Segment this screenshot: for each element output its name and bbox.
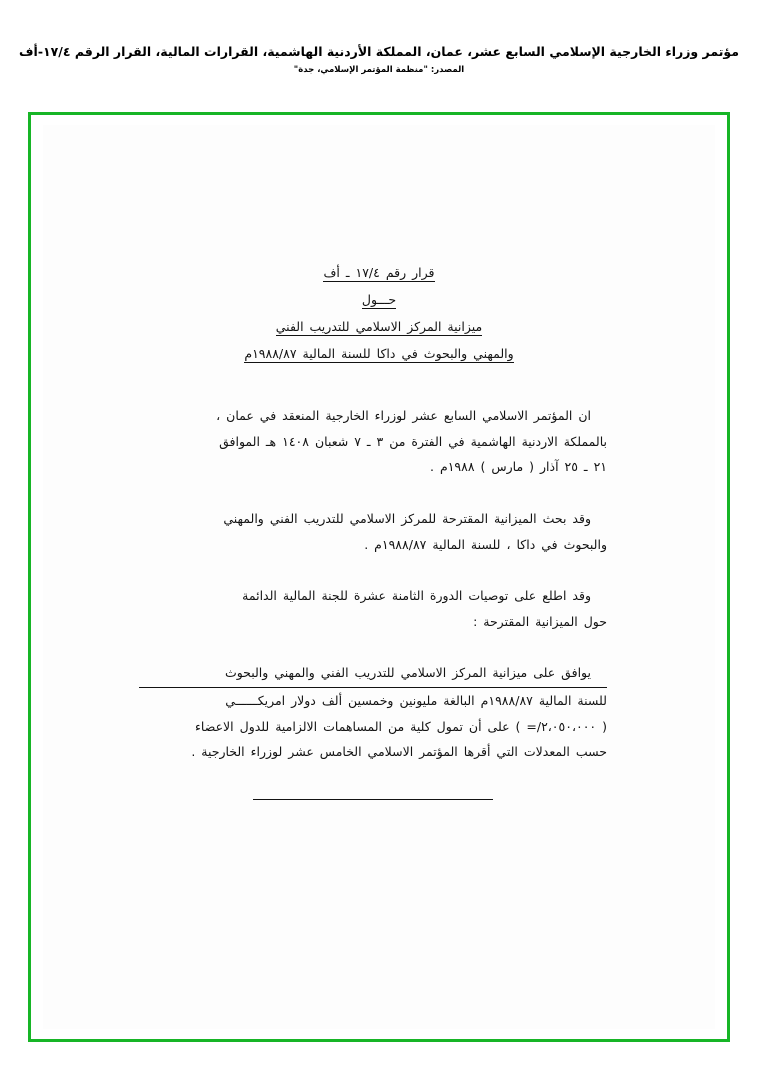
closing-rule	[253, 799, 493, 800]
resolution-subject-text-2: والمهني والبحوث في داكا للسنة المالية ١٩٨٨/٨٧م	[244, 346, 514, 361]
scanned-page-content	[43, 125, 715, 1029]
resolution-subject-text-1: ميزانية المركز الاسلامي للتدريب الفني	[275, 319, 483, 334]
paragraph-having-considered-line-2: حول الميزانية المقترحة :	[473, 613, 607, 629]
resolution-subject-line-1	[43, 319, 715, 334]
paragraph-having-examined-line-1: وقد بحث الميزانية المقترحة للمركز الاسلامي للتدريب الفني والمهني	[223, 510, 591, 526]
paragraph-having-considered-line-1: وقد اطلع على توصيات الدورة الثامنة عشرة للجنة المالية الدائمة	[242, 588, 591, 604]
resolution-subject-line-2	[43, 346, 715, 361]
paragraph-preamble-line-1: ان المؤتمر الاسلامي السابع عشر لوزراء الخارجية المنعقد في عمان ،	[216, 408, 591, 423]
paragraph-approves	[139, 660, 607, 765]
paragraph-having-considered	[139, 583, 607, 634]
header-title: مؤتمر وزراء الخارجية الإسلامي السابع عشر، عمان، المملكة الأردنية الهاشمية، القرارات المالية، القرار الرقم ١٧/٤-أف	[19, 44, 739, 59]
resolution-about	[43, 292, 715, 307]
paragraph-having-examined	[139, 506, 607, 557]
resolution-about-text: حـــول	[361, 292, 397, 307]
paragraph-approves-line-3: ( ٢،٠٥٠،٠٠٠/= ) على أن تمول كلية من المساهمات الالزامية للدول الاعضاء	[195, 718, 607, 734]
paragraph-having-examined-line-2: والبحوث في داكا ، للسنة المالية ١٩٨٨/٨٧م .	[364, 536, 607, 552]
paragraph-preamble-line-2: بالمملكة الاردنية الهاشمية في الفترة من ٣ ـ ٧ شعبان ١٤٠٨ هـ الموافق	[219, 433, 607, 449]
resolution-title-block	[43, 265, 715, 361]
header-source: المصدر: "منظمة المؤتمر الإسلامي، جدة"	[293, 65, 465, 76]
paragraph-approves-line-1: يوافق على ميزانية المركز الاسلامي للتدريب الفني والمهني والبحوث	[139, 660, 607, 688]
paragraph-approves-line-2: للسنة المالية ١٩٨٨/٨٧م البالغة مليونين وخمسين ألف دولار امريكــــــي	[225, 693, 607, 708]
resolution-number-text: قرار رقم ١٧/٤ ـ أف	[323, 265, 435, 280]
paragraph-approves-line-4: حسب المعدلات التي أقرها المؤتمر الاسلامي الخامس عشر لوزراء الخارجية .	[191, 744, 607, 760]
paragraph-preamble	[139, 403, 607, 480]
resolution-number	[43, 265, 715, 280]
paragraph-preamble-line-3: ٢١ ـ ٢٥ آذار ( مارس ) ١٩٨٨م .	[430, 459, 607, 475]
scanned-page-frame	[28, 112, 730, 1042]
resolution-body	[43, 403, 715, 800]
document-header	[0, 0, 758, 75]
